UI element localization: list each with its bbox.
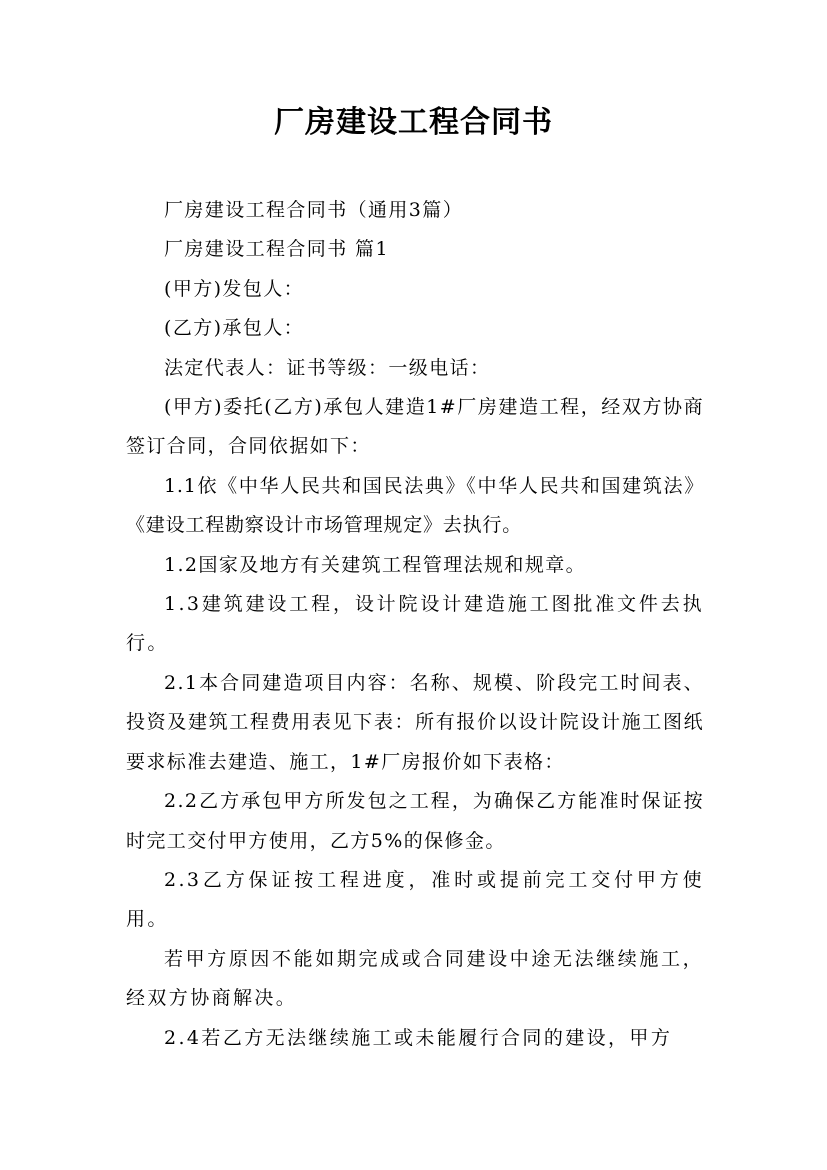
paragraph-delay-resolution: 若甲方原因不能如期完成或合同建设中途无法继续施工，经双方协商解决。 xyxy=(126,947,704,1010)
paragraph-clause-1-1: 1.1依《中华人民共和国民法典》《中华人民共和国建筑法》《建设工程勘察设计市场管理规定》去执行。 xyxy=(126,474,704,537)
paragraph-clause-2-2: 2.2乙方承包甲方所发包之工程，为确保乙方能准时保证按时完工交付甲方使用，乙方5%的保修金。 xyxy=(126,790,704,852)
paragraph-clause-2-3: 2.3乙方保证按工程进度，准时或提前完工交付甲方使用。 xyxy=(126,868,704,931)
paragraph-party-b: (乙方)承包人： xyxy=(164,317,305,340)
paragraph-commission: (甲方)委托(乙方)承包人建造1#厂房建造工程，经双方协商签订合同，合同依据如下： xyxy=(126,396,704,458)
paragraph-clause-1-2: 1.2国家及地方有关建筑工程管理法规和规章。 xyxy=(164,553,587,576)
paragraph-clause-1-3: 1.3建筑建设工程，设计院设计建造施工图批准文件去执行。 xyxy=(126,593,704,655)
paragraph-legal-representative: 法定代表人：证书等级：一级电话： xyxy=(164,356,491,379)
paragraph-subtitle: 厂房建设工程合同书（通用3篇） xyxy=(164,199,464,221)
document-title: 厂房建设工程合同书 xyxy=(274,105,553,140)
document-body xyxy=(126,191,704,1058)
paragraph-clause-2-1: 2.1本合同建造项目内容：名称、规模、阶段完工时间表、投资及建筑工程费用表见下表：所有报价以设计院设计施工图纸要求标准去建造、施工，1#厂房报价如下表格： xyxy=(126,671,704,773)
paragraph-part-heading: 厂房建设工程合同书 篇1 xyxy=(164,238,389,261)
paragraph-party-a: (甲方)发包人： xyxy=(164,277,305,300)
paragraph-clause-2-4: 2.4若乙方无法继续施工或未能履行合同的建设，甲方 xyxy=(164,1026,673,1049)
